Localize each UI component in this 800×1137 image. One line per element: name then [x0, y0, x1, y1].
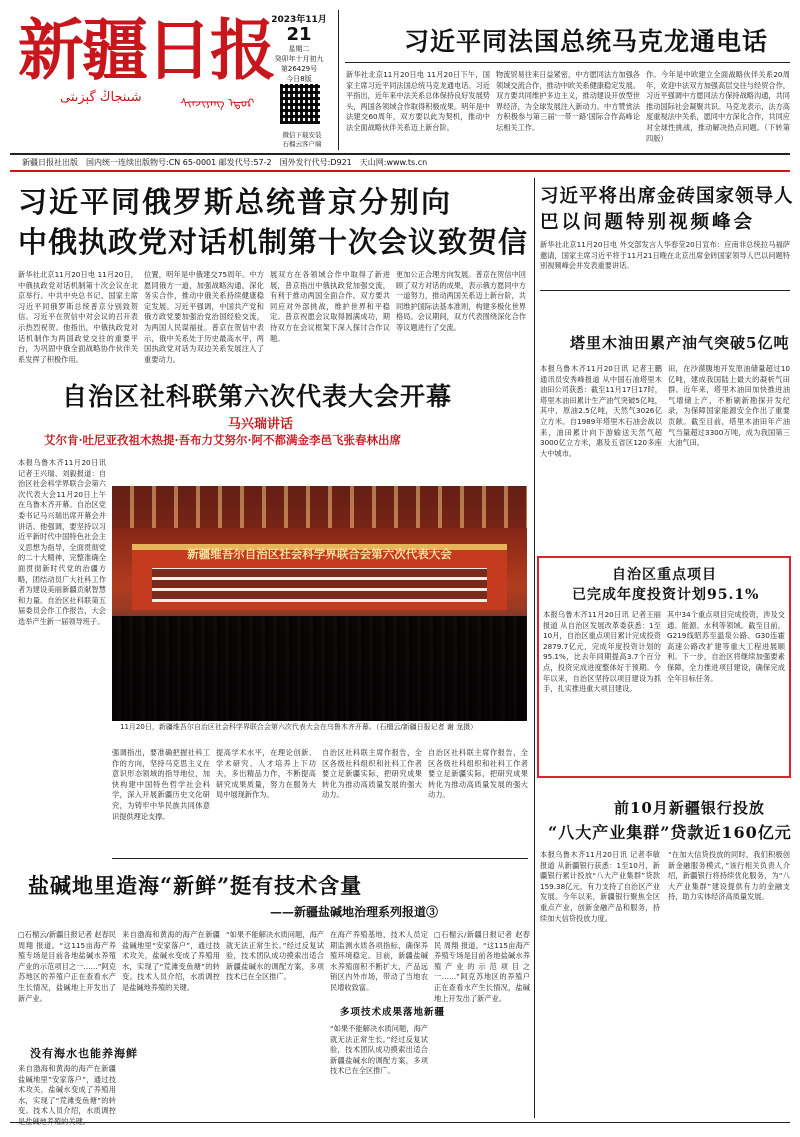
salt-col4-cont: “如果不能解决水质问题，海产就无法正常生长。”经过反复试验，技术团队成功摸索出适合新疆盐碱水的调配方案，多项技术已在全区推广。	[330, 1024, 428, 1076]
issue-number: 第26429号	[280, 65, 318, 73]
salt-subhead: ——新疆盐碱地治理系列报道③	[270, 905, 439, 919]
social-col5: 自治区社科联主席作报告，全区各级社科组织和社科工作者要立足新疆实际，把研究成果转化为推动高质量发展的强大动力。	[428, 748, 528, 800]
social-col2: 强调指出，要准确把握社科工作的方向，坚持马克思主义在意识形态领域的指导地位，加快构建中国特色哲学社会科学，深入开展新疆历史文化研究，为铸牢中华民族共同体意识提供理论支撑。	[112, 748, 210, 821]
invest-headline-line2: 已完成年度投资计划95.1%	[572, 587, 760, 603]
invest-headline-line1: 自治区重点项目	[612, 567, 717, 583]
publisher-line: 新疆日报社出版 国内统一连续出版物号:CN 65-0001 邮发代号:57-2 国外发行代号:D921 天山网:www.ts.cn	[22, 158, 428, 167]
masthead-uyghur: شىنجاڭ گېزىتى	[60, 90, 142, 105]
salt-headline: 盐碱地里造海“新鲜”挺有技术含量	[28, 873, 363, 898]
salt-col1: □石榴云/新疆日报记者 赵春民 周翔 报道。“这115亩海产养殖专场是目前各地盐碱水养殖产业的示范项目之一……”阿克苏地区的养殖户正在查看水产生长情况，盐碱地上开发出了新产业。	[18, 930, 116, 1003]
salt-col3: “如果不能解决水质问题，海产就无法正常生长。”经过反复试验，技术团队成功摸索出适合新疆盐碱水的调配方案，多项技术已在全区推广。	[226, 930, 324, 982]
photo-banner: 新疆维吾尔自治区社会科学界联合会第六次代表大会	[187, 547, 452, 561]
social-subhead: 马兴瑞讲话	[228, 417, 294, 432]
finance-headline-line2: “八大产业集群”贷款近160亿元	[548, 823, 792, 842]
top-story-col2: 物流贸易往来日益紧密，中方愿同法方加强各领域交流合作，推动中欧关系健康稳定发展。双方要共同维护多边主义，推动建设开放型世界经济，为全球发展注入新动力。中方赞赏法方积极参与第三届'一带一路'国际合作高峰论坛相关工作。	[496, 70, 640, 132]
salt-col1-cont: 来自渤海和黄海的海产在新疆盐碱地里“安家落户”，通过技术攻关，盐碱水变成了养殖用水，实现了“荒滩变鱼塘”的转变。技术人员介绍，水质调控	[18, 1064, 116, 1116]
putin-col2: 位置，明年是中俄建交75周年。中方愿同俄方一道，加强战略沟通，深化务实合作，推动中俄关系持续健康稳定发展。习近平强调，中国共产党和俄方政党要加强治党治国经验交流，为两国人民谋福祉。普京在贺信中表示，俄中关系处于历史最高水平，两国执政党对话为双边关系发展注入了重要动力。	[144, 270, 264, 364]
date-day: 21	[286, 24, 312, 45]
invest-col1: 本报乌鲁木齐11月20日讯 记者王丽报道 从自治区发展改革委获悉：1至10月，自治区重点项目累计完成投资2879.7亿元，完成年度投资计划的95.1%，比去年同期提高3.7个百分点，投资完成进度整体好于预期。今年以来，自治区坚持以项目建设为抓手，扎实推进重大项目建设。	[543, 610, 661, 694]
finance-headline-line1: 前10月新疆银行投放	[614, 799, 765, 817]
salt-col4: 在海产养殖基地，技术人员定期监测水质各项指标，确保养殖环境稳定。目前，新疆盐碱水养殖面积不断扩大，产品远销区内外市场，带动了当地农民增收致富。	[330, 930, 428, 992]
congress-photo	[112, 486, 527, 721]
summit-headline-line1: 习近平将出席金砖国家领导人	[540, 186, 794, 207]
qr-code-icon	[280, 84, 320, 124]
photo-ceiling-lights	[112, 486, 527, 528]
photo-caption: 11月20日，新疆维吾尔自治区社会科学界联合会第六次代表大会在乌鲁木齐开幕。（石榴云/新疆日报记者 谢 龙摄）	[120, 723, 478, 731]
summit-rule	[540, 290, 790, 291]
date-block	[268, 12, 330, 84]
putin-headline-line2: 中俄执政党对话机制第十次会议致贺信	[18, 225, 529, 259]
salt-subhead-tech: 多项技术成果落地新疆	[340, 1007, 446, 1018]
weekday: 星期二	[288, 45, 310, 53]
summit-body: 新华社北京11月20日电 外交部发言人华春莹20日宣布：应南非总统拉马福萨邀请，国家主席习近平将于11月21日晚在北京出席金砖国家领导人巴以问题特别视频峰会并发表重要讲话。	[540, 240, 790, 271]
publisher-rule-top	[10, 153, 790, 155]
putin-col3: 展双方在各领域合作中取得了新进展，普京指出中俄执政党加强交流，有利于推动两国全面合作。双方要共同应对外部挑战，维护世界和平稳定。普京祝愿会议取得圆满成功，期待双方在会议框架下深入探讨合作议题。	[270, 270, 390, 343]
top-story-col3: 作。今年是中欧建立全面战略伙伴关系20周年，欢迎中法双方加强高层交往与经贸合作，习近平强调中方愿同法方保持战略沟通，共同推动国际社会凝聚共识。马克龙表示，法方高度重视法中关系，愿同中方深化合作，共同应对全球性挑战，推动解决热点问题。（下转第四版）	[646, 70, 790, 143]
page-count: 今日8版	[286, 75, 312, 83]
right-column-divider	[534, 178, 535, 1118]
lunar-date: 癸卯年十月初九	[274, 55, 324, 63]
putin-col4: 更加公正合理方向发展。普京在贺信中回顾了双方对话的成果，表示俄方愿同中方一道努力，推动两国关系迈上新台阶，共同维护国际法基本准则，构建多极化世界格局。会议期间，双方代表围绕深化合作等议题进行了交流。	[396, 270, 526, 332]
qr-caption-1: 微信下载安装	[282, 131, 322, 139]
masthead-mongol: ᠰᠢᠨᠵᠢᠶᠠᠩ ᠡᠳᠦᠷ	[180, 96, 255, 110]
photo-dais-rows	[152, 568, 487, 602]
salt-rule	[112, 858, 528, 859]
top-story-col1: 新华社北京11月20日电 11月20日下午，国家主席习近平同法国总统马克龙通电话。习近平指出，近年来中法关系总体保持良好发展势头，两国各领域合作取得积极成果。明年是中法建交60周年，双方要以此为契机，推动中法全面战略伙伴关系迈上新台阶。	[346, 70, 490, 132]
salt-subhead-sea: 没有海水也能养海鲜	[30, 1047, 138, 1060]
page-bottom-rule	[10, 1122, 790, 1123]
tarim-col2: 田，在沙漠腹地开发原油储量超过10亿吨，建成我国陆上最大的凝析气田群。近年来，塔里木油田加快推进油气增储上产，不断刷新勘探开发纪录，为保障国家能源安全作出了重要贡献。截至目前，塔里木油田年产油气当量超过3300万吨，成为我国第三大油气田。	[668, 364, 790, 448]
tarim-col1: 本报乌鲁木齐11月20日讯 记者王鹏 通讯员安秀峰报道 从中国石油塔里木油田公司获悉：截至11月17日17时，塔里木油田累计生产油气突破5亿吨，其中，原油2.5亿吨，天然气3026亿立方米。自1989年塔里木石油会战以来，油田累计向下游输送天然气超3000亿立方米，惠及五省区120多座大中城市。	[540, 364, 662, 458]
social-col3: 提高学术水平，在理论创新、学术研究、人才培养上下功夫，多出精品力作，不断提高研究成果质量，努力在服务大局中展现新作为。	[216, 748, 316, 800]
photo-audience	[112, 616, 527, 721]
finance-col1: 本报乌鲁木齐11月20日讯 记者李敏报道 从新疆银行获悉：1至10月，新疆银行累计投放“八大产业集群”贷款159.38亿元，有力支持了自治区产业发展。今年以来，新疆银行聚焦全区重点产业，创新金融产品和服务，持续加大信贷投放力度。	[540, 850, 660, 923]
social-col1: 本报乌鲁木齐11月20日讯 记者王兴瑞、刘毅报道：自治区社会科学界联合会第六次代表大会11月20日上午在乌鲁木齐开幕。自治区党委书记马兴瑞出席开幕会并讲话。他强调，要坚持以习近平新时代中国特色社会主义思想为指导，全面贯彻党的二十大精神，完整准确全面贯彻新时代党的治疆方略，团结动员广大社科工作者为建设美丽新疆贡献智慧和力量。自治区社科联第五届委员会作工作报告，大会选举产生新一届领导班子。	[18, 458, 106, 626]
qr-caption-2: 石榴云客户端	[282, 140, 322, 148]
top-story-headline: 习近平同法国总统马克龙通电话	[404, 27, 769, 56]
masthead-divider-vertical	[338, 10, 339, 150]
summit-headline-line2: 巴以问题特别视频峰会	[540, 212, 756, 233]
publisher-rule-bottom	[10, 170, 790, 172]
social-headline: 自治区社科联第六次代表大会开幕	[62, 382, 453, 411]
salt-col2: 来自渤海和黄海的海产在新疆盐碱地里“安家落户”，通过技术攻关，盐碱水变成了养殖用水，实现了“荒滩变鱼塘”的转变。技术人员介绍，水质调控是盐碱地养殖的关键。	[122, 930, 220, 992]
social-attendees: 艾尔肯·吐尼亚孜祖木热提·吾布力艾努尔·阿不都满金李邑飞张春林出席	[44, 433, 402, 447]
tarim-headline: 塔里木油田累产油气突破5亿吨	[570, 334, 790, 352]
social-col4: 自治区社科联主席作报告，全区各级社科组织和社科工作者要立足新疆实际，把研究成果转化为推动高质量发展的强大动力。	[322, 748, 422, 800]
date-year-month: 2023年11月	[271, 15, 327, 25]
finance-col2: “在加大信贷投放的同时，我们积极创新金融服务模式，”该行相关负责人介绍，新疆银行将持续优化服务，为“八大产业集群”建设提供有力的金融支持，助力实体经济高质量发展。	[668, 850, 790, 902]
salt-col5: □石榴云/新疆日报记者 赵春民 周翔 报道。“这115亩海产养殖专场是目前各地盐碱水养殖产业的示范项目之一……”阿克苏地区的养殖户正在查看水产生长情况，盐碱地上开发出了新产业。	[434, 930, 530, 1003]
top-story-rule	[345, 62, 790, 63]
masthead-title: 新疆日报	[18, 11, 274, 89]
putin-headline-line1: 习近平同俄罗斯总统普京分别向	[18, 185, 453, 219]
invest-col2: 其中34个重点项目完成投资，涉及交通、能源、水利等领域。截至目前，G219线昭苏至温泉公路、G30连霍高速公路改扩建等重大工程进展顺利。下一步，自治区将继续加强要素保障，全力推进项目建设，确保完成全年目标任务。	[667, 610, 785, 683]
putin-col1: 新华社北京11月20日电 11月20日，中俄执政党对话机制第十次会议在北京举行。中共中央总书记、国家主席习近平同俄罗斯总统普京分别致贺信。习近平在贺信中对会议的召开表示热烈祝贺。他指出，中俄执政党对话机制作为两国政党交往的重要平台，为巩固中俄全面战略协作伙伴关系发挥了积极作用。	[18, 270, 138, 364]
